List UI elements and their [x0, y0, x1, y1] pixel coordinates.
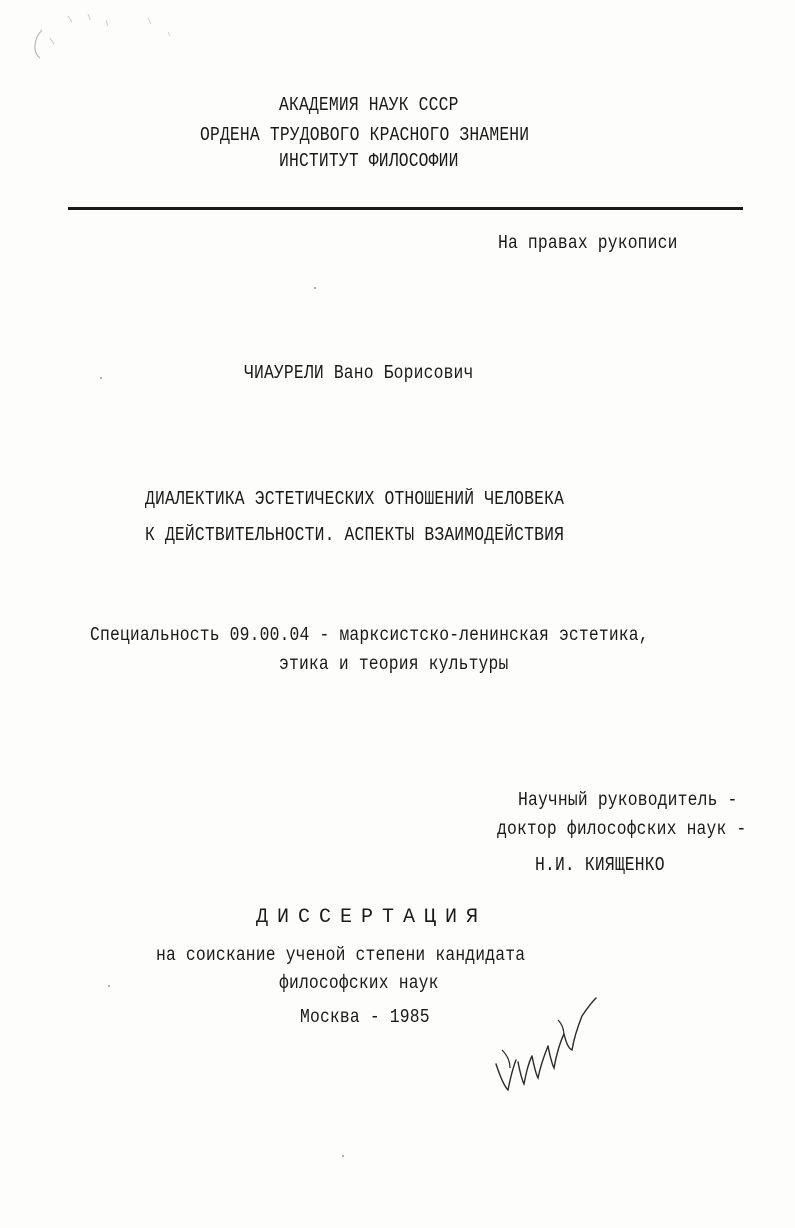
- degree-line-2: философских наук: [279, 972, 439, 994]
- paper-speck: [100, 377, 102, 379]
- supervisor-name: Н.И. КИЯЩЕНКО: [535, 854, 665, 876]
- author-name: [244, 364, 511, 383]
- dissertation-heading: ДИССЕРТАЦИЯ: [256, 906, 488, 929]
- supervisor-degree: доктор философских наук -: [497, 818, 747, 840]
- institution-line-1: АКАДЕМИЯ НАУК СССР: [279, 94, 459, 116]
- dissertation-title-line-1: ДИАЛЕКТИКА ЭСТЕТИЧЕСКИХ ОТНОШЕНИЙ ЧЕЛОВЕКА: [145, 488, 565, 510]
- header-divider: [68, 207, 743, 210]
- specialty-line-1: Специальность 09.00.04 - марксистско-ленинская эстетика,: [90, 624, 649, 646]
- place-year: Москва - 1985: [300, 1006, 430, 1028]
- specialty-line-2: этика и теория культуры: [279, 653, 509, 675]
- degree-line-1: на соискание ученой степени кандидата: [156, 944, 526, 966]
- paper-speck: [108, 985, 110, 987]
- handwritten-signature-icon: [488, 990, 608, 1100]
- dissertation-title-line-2: К ДЕЙСТВИТЕЛЬНОСТИ. АСПЕКТЫ ВЗАИМОДЕЙСТВИЯ: [145, 524, 565, 546]
- paper-speck: [314, 287, 316, 289]
- author-given-name: Вано Борисович: [333, 362, 474, 384]
- pencil-scribble-icon: [28, 8, 188, 68]
- supervisor-label: Научный руководитель -: [518, 789, 738, 811]
- manuscript-note: На правах рукописи: [498, 232, 678, 254]
- institution-line-2: ОРДЕНА ТРУДОВОГО КРАСНОГО ЗНАМЕНИ: [200, 124, 530, 146]
- paper-speck: [342, 1155, 344, 1157]
- institution-line-3: ИНСТИТУТ ФИЛОСОФИИ: [279, 150, 459, 172]
- author-surname: ЧИАУРЕЛИ: [244, 362, 324, 384]
